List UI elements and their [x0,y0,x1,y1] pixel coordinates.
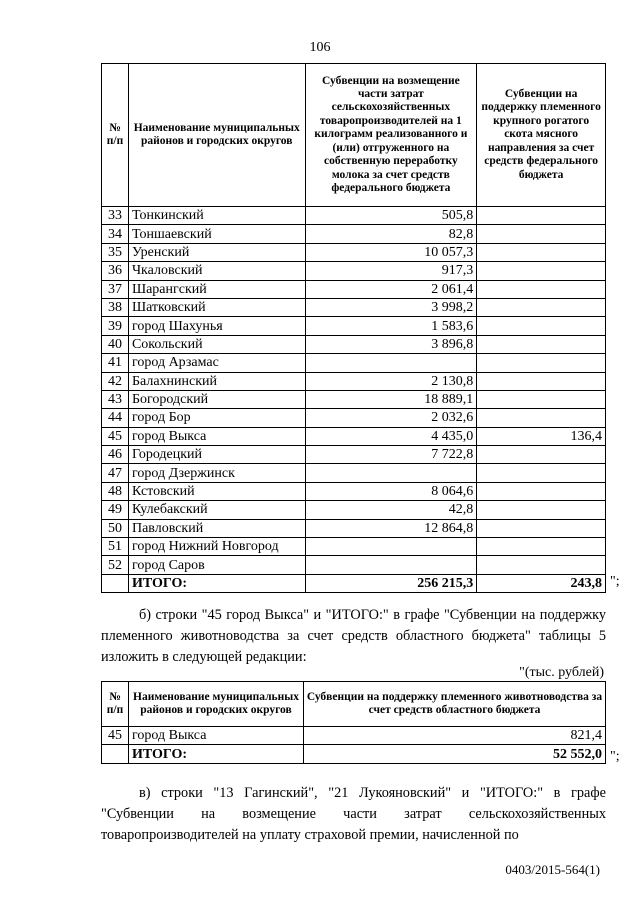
row-cattle-value [477,390,606,408]
row-number: 41 [102,354,129,372]
row-number: 52 [102,556,129,574]
table-row [102,262,606,280]
total-label: ИТОГО: [128,574,305,592]
table-row [102,727,606,745]
row-name: Богородский [128,390,305,408]
row-name: Балахнинский [128,372,305,390]
row-number: 42 [102,372,129,390]
row-milk-value: 10 057,3 [305,243,477,261]
row-cattle-value [477,354,606,372]
row-name: Кстовский [128,482,305,500]
row-milk-value: 4 435,0 [305,427,477,445]
row-number: 48 [102,482,129,500]
row-value: 821,4 [304,727,606,745]
row-name: Сокольский [128,335,305,353]
table-row [102,519,606,537]
row-milk-value: 7 722,8 [305,446,477,464]
row-name: город Арзамас [128,354,305,372]
row-name: Кулебакский [128,501,305,519]
row-cattle-value [477,556,606,574]
table-row [102,409,606,427]
row-cattle-value [477,262,606,280]
row-milk-value: 42,8 [305,501,477,519]
header-number: № п/п [102,64,129,207]
paragraph-b: б) строки "45 город Выкса" и "ИТОГО:" в графе "Субвенции на поддержку племенного животноводства за счет средств областного бюджета" таблицы 5 изложить в следующей редакции: [101,607,606,665]
row-number: 39 [102,317,129,335]
row-name: Шарангский [128,280,305,298]
table-row [102,501,606,519]
row-name: Уренский [128,243,305,261]
total-cattle-value: 243,8 [477,574,606,592]
total-value: 52 552,0 [304,745,606,763]
row-cattle-value [477,538,606,556]
row-name: Тоншаевский [128,225,305,243]
row-cattle-value [477,372,606,390]
row-name: город Выкса [129,727,304,745]
paragraph-v: в) строки "13 Гагинский", "21 Лукояновский" и "ИТОГО:" в графе "Субвенции на возмещение части затрат сельскохозяйственных товаропроизводителей на уплату страховой премии, начисленной по [101,785,606,843]
header-name: Наименование муниципальных районов и городских округов [128,64,305,207]
row-name: Шатковский [128,298,305,316]
subsidies-table-regional [101,681,606,764]
row-number: 34 [102,225,129,243]
row-milk-value: 2 032,6 [305,409,477,427]
row-number: 45 [102,427,129,445]
row-cattle-value [477,298,606,316]
row-number: 40 [102,335,129,353]
table1-end-quote: "; [610,574,620,589]
row-number: 44 [102,409,129,427]
row-number: 51 [102,538,129,556]
row-number: 33 [102,207,129,225]
table-row [102,243,606,261]
row-cattle-value [477,482,606,500]
header-number: № п/п [102,682,129,727]
table-row [102,207,606,225]
row-name: Чкаловский [128,262,305,280]
row-milk-value: 2 130,8 [305,372,477,390]
header-name: Наименование муниципальных районов и городских округов [129,682,304,727]
row-name: город Шахунья [128,317,305,335]
table-row [102,446,606,464]
row-milk-value: 12 864,8 [305,519,477,537]
row-name: Павловский [128,519,305,537]
table-row [102,556,606,574]
table-row [102,464,606,482]
table-row [102,298,606,316]
row-name: город Выкса [128,427,305,445]
table-row [102,225,606,243]
row-milk-value [305,464,477,482]
total-row [102,574,606,592]
table-row [102,538,606,556]
subsidies-table-federal [101,63,606,593]
row-cattle-value [477,317,606,335]
row-number: 47 [102,464,129,482]
row-number: 37 [102,280,129,298]
row-number: 35 [102,243,129,261]
table-row [102,390,606,408]
row-cattle-value [477,501,606,519]
row-number: 36 [102,262,129,280]
row-milk-value [305,556,477,574]
row-milk-value: 8 064,6 [305,482,477,500]
row-cattle-value [477,225,606,243]
row-milk-value: 18 889,1 [305,390,477,408]
table-row [102,280,606,298]
header-cattle-subsidy: Субвенции на поддержку племенного крупного рогатого скота мясного направления за счет средств федерального бюджета [477,64,606,207]
row-number: 46 [102,446,129,464]
row-milk-value [305,538,477,556]
footer-document-code: 0403/2015-564(1) [505,862,600,877]
row-milk-value: 3 998,2 [305,298,477,316]
row-name: город Бор [128,409,305,427]
table-row [102,317,606,335]
row-name: город Нижний Новгород [128,538,305,556]
row-number: 49 [102,501,129,519]
row-number: 38 [102,298,129,316]
row-number: 45 [102,727,129,745]
row-cattle-value [477,207,606,225]
row-cattle-value [477,335,606,353]
row-cattle-value [477,464,606,482]
row-cattle-value [477,243,606,261]
row-milk-value: 3 896,8 [305,335,477,353]
row-name: Тонкинский [128,207,305,225]
table-row [102,354,606,372]
unit-label: "(тыс. рублей) [519,665,604,680]
table-row [102,335,606,353]
row-milk-value: 1 583,6 [305,317,477,335]
row-cattle-value [477,519,606,537]
row-name: Городецкий [128,446,305,464]
row-name: город Дзержинск [128,464,305,482]
row-milk-value: 917,3 [305,262,477,280]
table-row [102,427,606,445]
header-milk-subsidy: Субвенции на возмещение части затрат сельскохозяйственных товаропроизводителей на 1 килограмм реализованного и (или) отгруженного на собственную переработку молока за счет средств федерального бюджета [305,64,477,207]
row-milk-value: 82,8 [305,225,477,243]
row-cattle-value [477,280,606,298]
total-label: ИТОГО: [129,745,304,763]
header-breeding-subsidy: Субвенции на поддержку племенного животноводства за счет средств областного бюджета [304,682,606,727]
row-cattle-value [477,446,606,464]
row-name: город Саров [128,556,305,574]
total-row [102,745,606,763]
total-blank [102,574,129,592]
page-number: 106 [309,40,331,55]
table-row [102,482,606,500]
table-header-row [102,64,606,207]
table-row [102,372,606,390]
row-cattle-value: 136,4 [477,427,606,445]
row-number: 43 [102,390,129,408]
row-milk-value: 2 061,4 [305,280,477,298]
row-number: 50 [102,519,129,537]
total-milk-value: 256 215,3 [305,574,477,592]
table-header-row [102,682,606,727]
row-milk-value [305,354,477,372]
row-milk-value: 505,8 [305,207,477,225]
row-cattle-value [477,409,606,427]
table2-end-quote: "; [610,749,620,764]
